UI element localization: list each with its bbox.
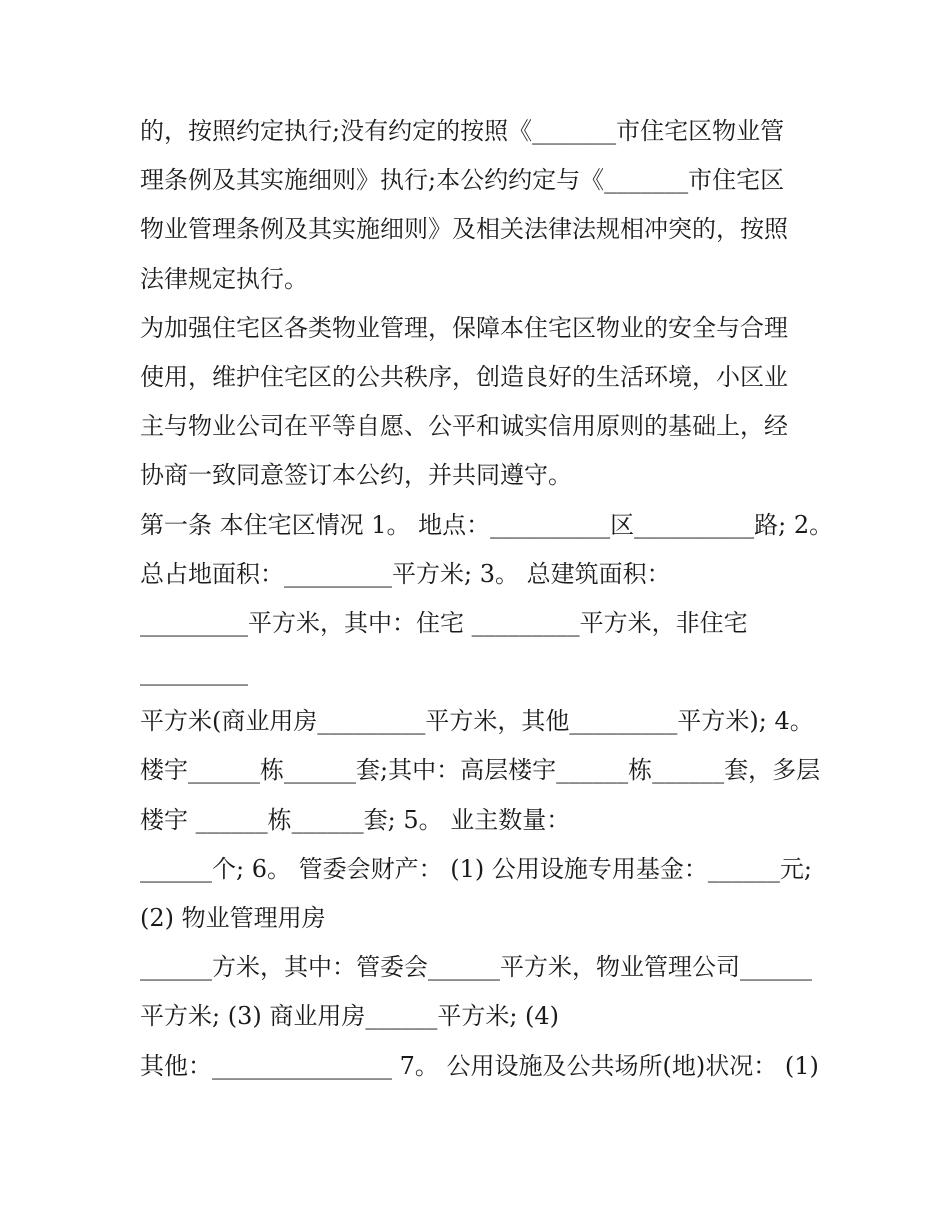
- text-line: 法律规定执行。: [140, 264, 308, 293]
- text-line: 楼宇 ______栋______套; 5。 业主数量：: [140, 805, 571, 834]
- text-line: ______个; 6。 管委会财产： (1) 公用设施专用基金：______元;: [140, 854, 812, 883]
- text-line: 其他：_______________ 7。 公用设施及公共场所(地)状况： (1): [140, 1051, 819, 1080]
- text-line: 协商一致同意签订本公约，并共同遵守。: [140, 461, 572, 490]
- text-line: ______方米，其中：管委会______平方米，物业管理公司______: [140, 953, 812, 982]
- text-line: 平方米; (3) 商业用房______平方米; (4): [140, 1002, 560, 1031]
- text-line: 第一条 本住宅区情况 1。 地点：__________区__________路; 2。: [140, 510, 834, 539]
- text-line: 平方米(商业用房_________平方米，其他_________平方米); 4。: [140, 707, 814, 736]
- text-line: 的，按照约定执行;没有约定的按照《_______市住宅区物业管: [140, 117, 785, 145]
- text-line: 为加强住宅区各类物业管理，保障本住宅区物业的安全与合理: [140, 313, 788, 342]
- text-line: 主与物业公司在平等自愿、公平和诚实信用原则的基础上，经: [140, 412, 788, 441]
- text-line: 使用，维护住宅区的公共秩序，创造良好的生活环境，小区业: [140, 362, 788, 391]
- document-body: [140, 107, 834, 1091]
- text-line: 物业管理条例及其实施细则》及相关法律法规相冲突的，按照: [140, 215, 788, 244]
- text-line: (2) 物业管理用房: [140, 904, 326, 932]
- text-line: 理条例及其实施细则》执行;本公约约定与《_______市住宅区: [140, 166, 785, 195]
- text-line: 楼宇______栋______套;其中：高层楼宇______栋______套，多层: [140, 756, 821, 785]
- text-line: 总占地面积：_________平方米; 3。 总建筑面积：: [140, 559, 671, 588]
- text-line: _________平方米，其中：住宅 _________平方米，非住宅: [140, 608, 748, 637]
- text-line: _________: [140, 658, 248, 687]
